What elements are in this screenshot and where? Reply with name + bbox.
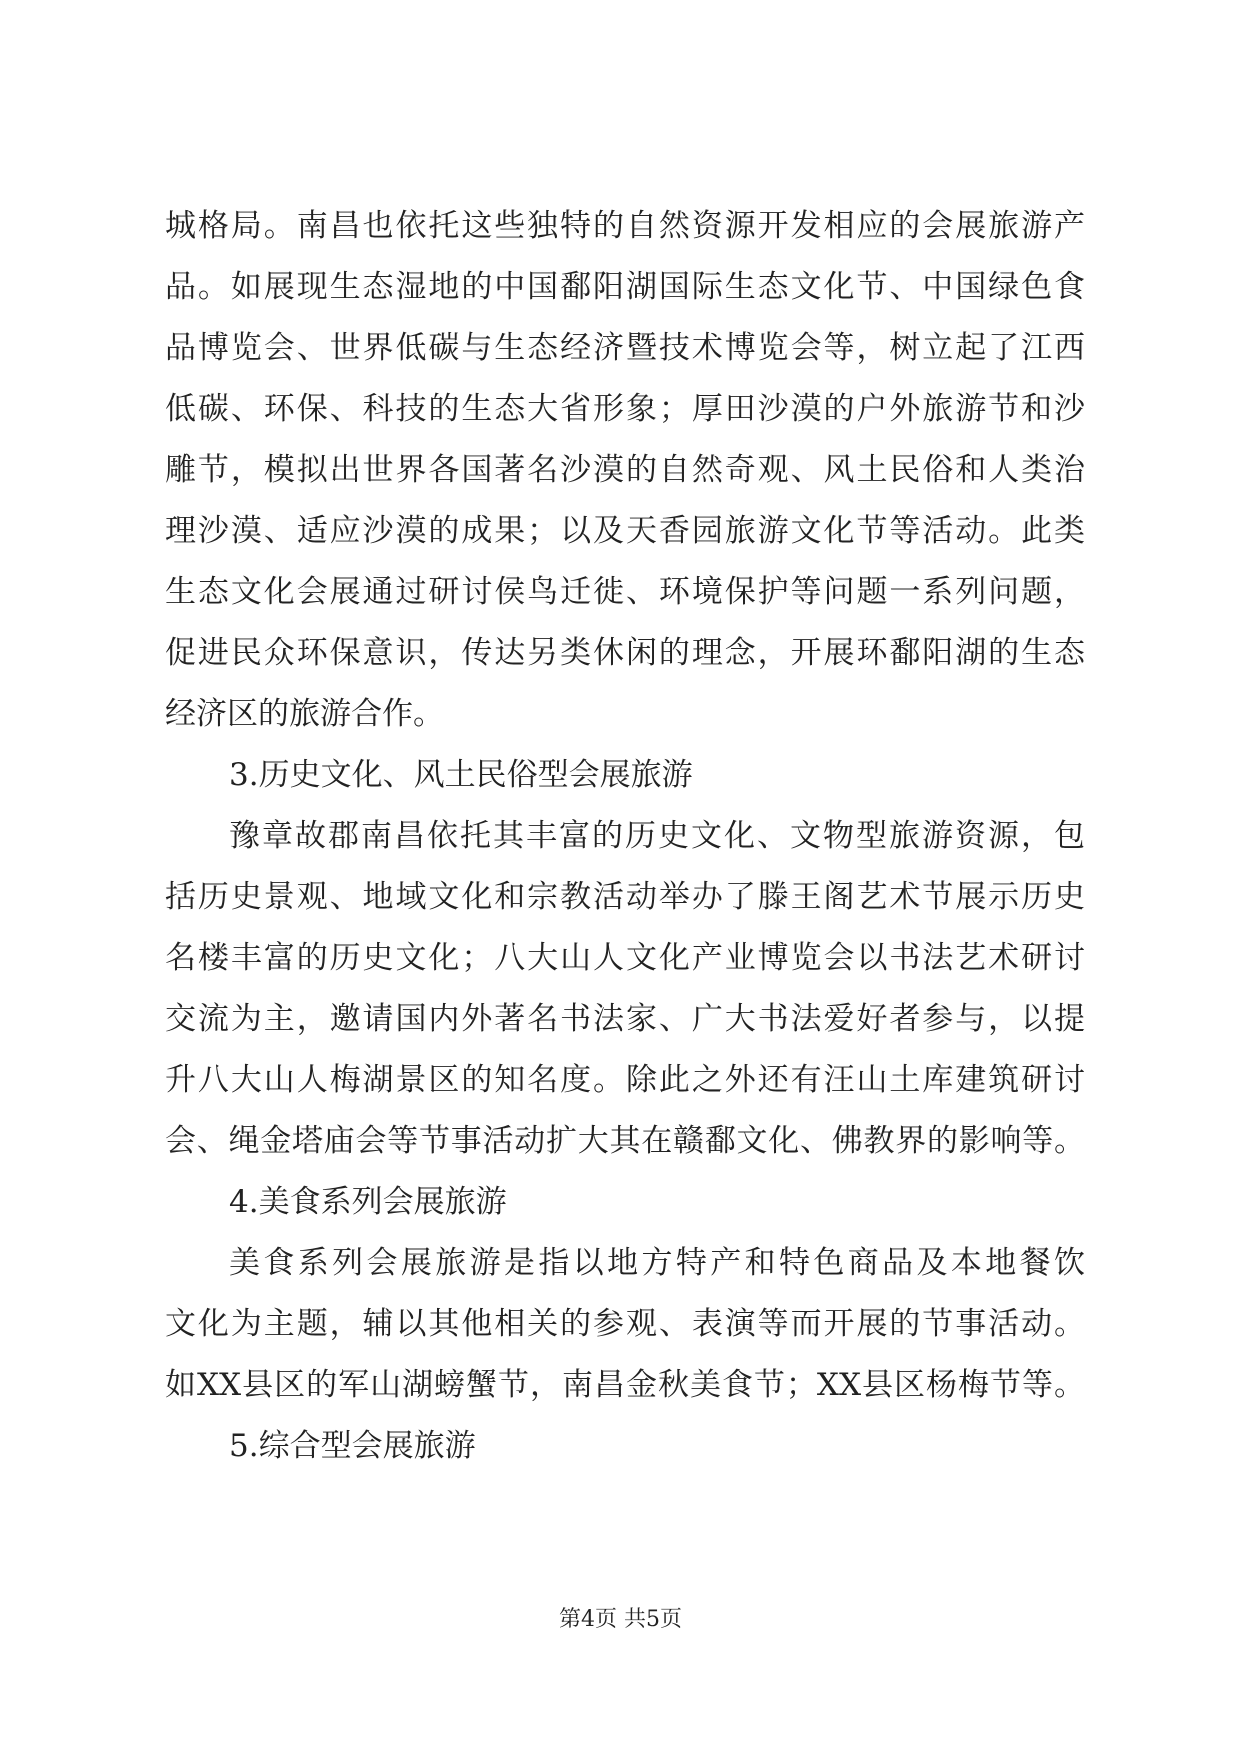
body-line: 升八大山人梅湖景区的知名度。除此之外还有汪山土库建筑研讨: [165, 1062, 1085, 1098]
body-line: 品。如展现生态湿地的中国鄱阳湖国际生态文化节、中国绿色食: [165, 269, 1085, 305]
body-line: 理沙漠、适应沙漠的成果；以及天香园旅游文化节等活动。此类: [165, 513, 1085, 549]
body-line: 生态文化会展通过研讨侯鸟迁徙、环境保护等问题一系列问题，: [165, 574, 1085, 610]
body-line: 括历史景观、地域文化和宗教活动举办了滕王阁艺术节展示历史: [165, 879, 1085, 915]
section-heading: 5.综合型会展旅游: [229, 1428, 476, 1464]
body-line: 如XX县区的军山湖螃蟹节，南昌金秋美食节；XX县区杨梅节等。: [165, 1367, 1085, 1403]
body-line: 交流为主，邀请国内外著名书法家、广大书法爱好者参与，以提: [165, 1001, 1085, 1037]
body-line: 促进民众环保意识，传达另类休闲的理念，开展环鄱阳湖的生态: [165, 635, 1085, 671]
document-body: [165, 196, 1085, 1477]
body-line: 城格局。南昌也依托这些独特的自然资源开发相应的会展旅游产: [165, 208, 1085, 244]
body-line: 文化为主题，辅以其他相关的参观、表演等而开展的节事活动。: [165, 1306, 1085, 1342]
body-line: 经济区的旅游合作。: [165, 696, 444, 732]
body-line: 雕节，模拟出世界各国著名沙漠的自然奇观、风土民俗和人类治: [165, 452, 1085, 488]
body-line: 低碳、环保、科技的生态大省形象；厚田沙漠的户外旅游节和沙: [165, 391, 1085, 427]
body-line: 美食系列会展旅游是指以地方特产和特色商品及本地餐饮: [229, 1245, 1085, 1281]
body-line: 品博览会、世界低碳与生态经济暨技术博览会等，树立起了江西: [165, 330, 1085, 366]
section-heading: 3.历史文化、风土民俗型会展旅游: [229, 757, 693, 793]
body-line: 会、绳金塔庙会等节事活动扩大其在赣鄱文化、佛教界的影响等。: [165, 1123, 1085, 1159]
section-heading: 4.美食系列会展旅游: [229, 1184, 507, 1220]
body-line: 豫章故郡南昌依托其丰富的历史文化、文物型旅游资源，包: [229, 818, 1085, 854]
page-number-footer: 第4页 共5页: [559, 1607, 682, 1632]
body-line: 名楼丰富的历史文化；八大山人文化产业博览会以书法艺术研讨: [165, 940, 1085, 976]
